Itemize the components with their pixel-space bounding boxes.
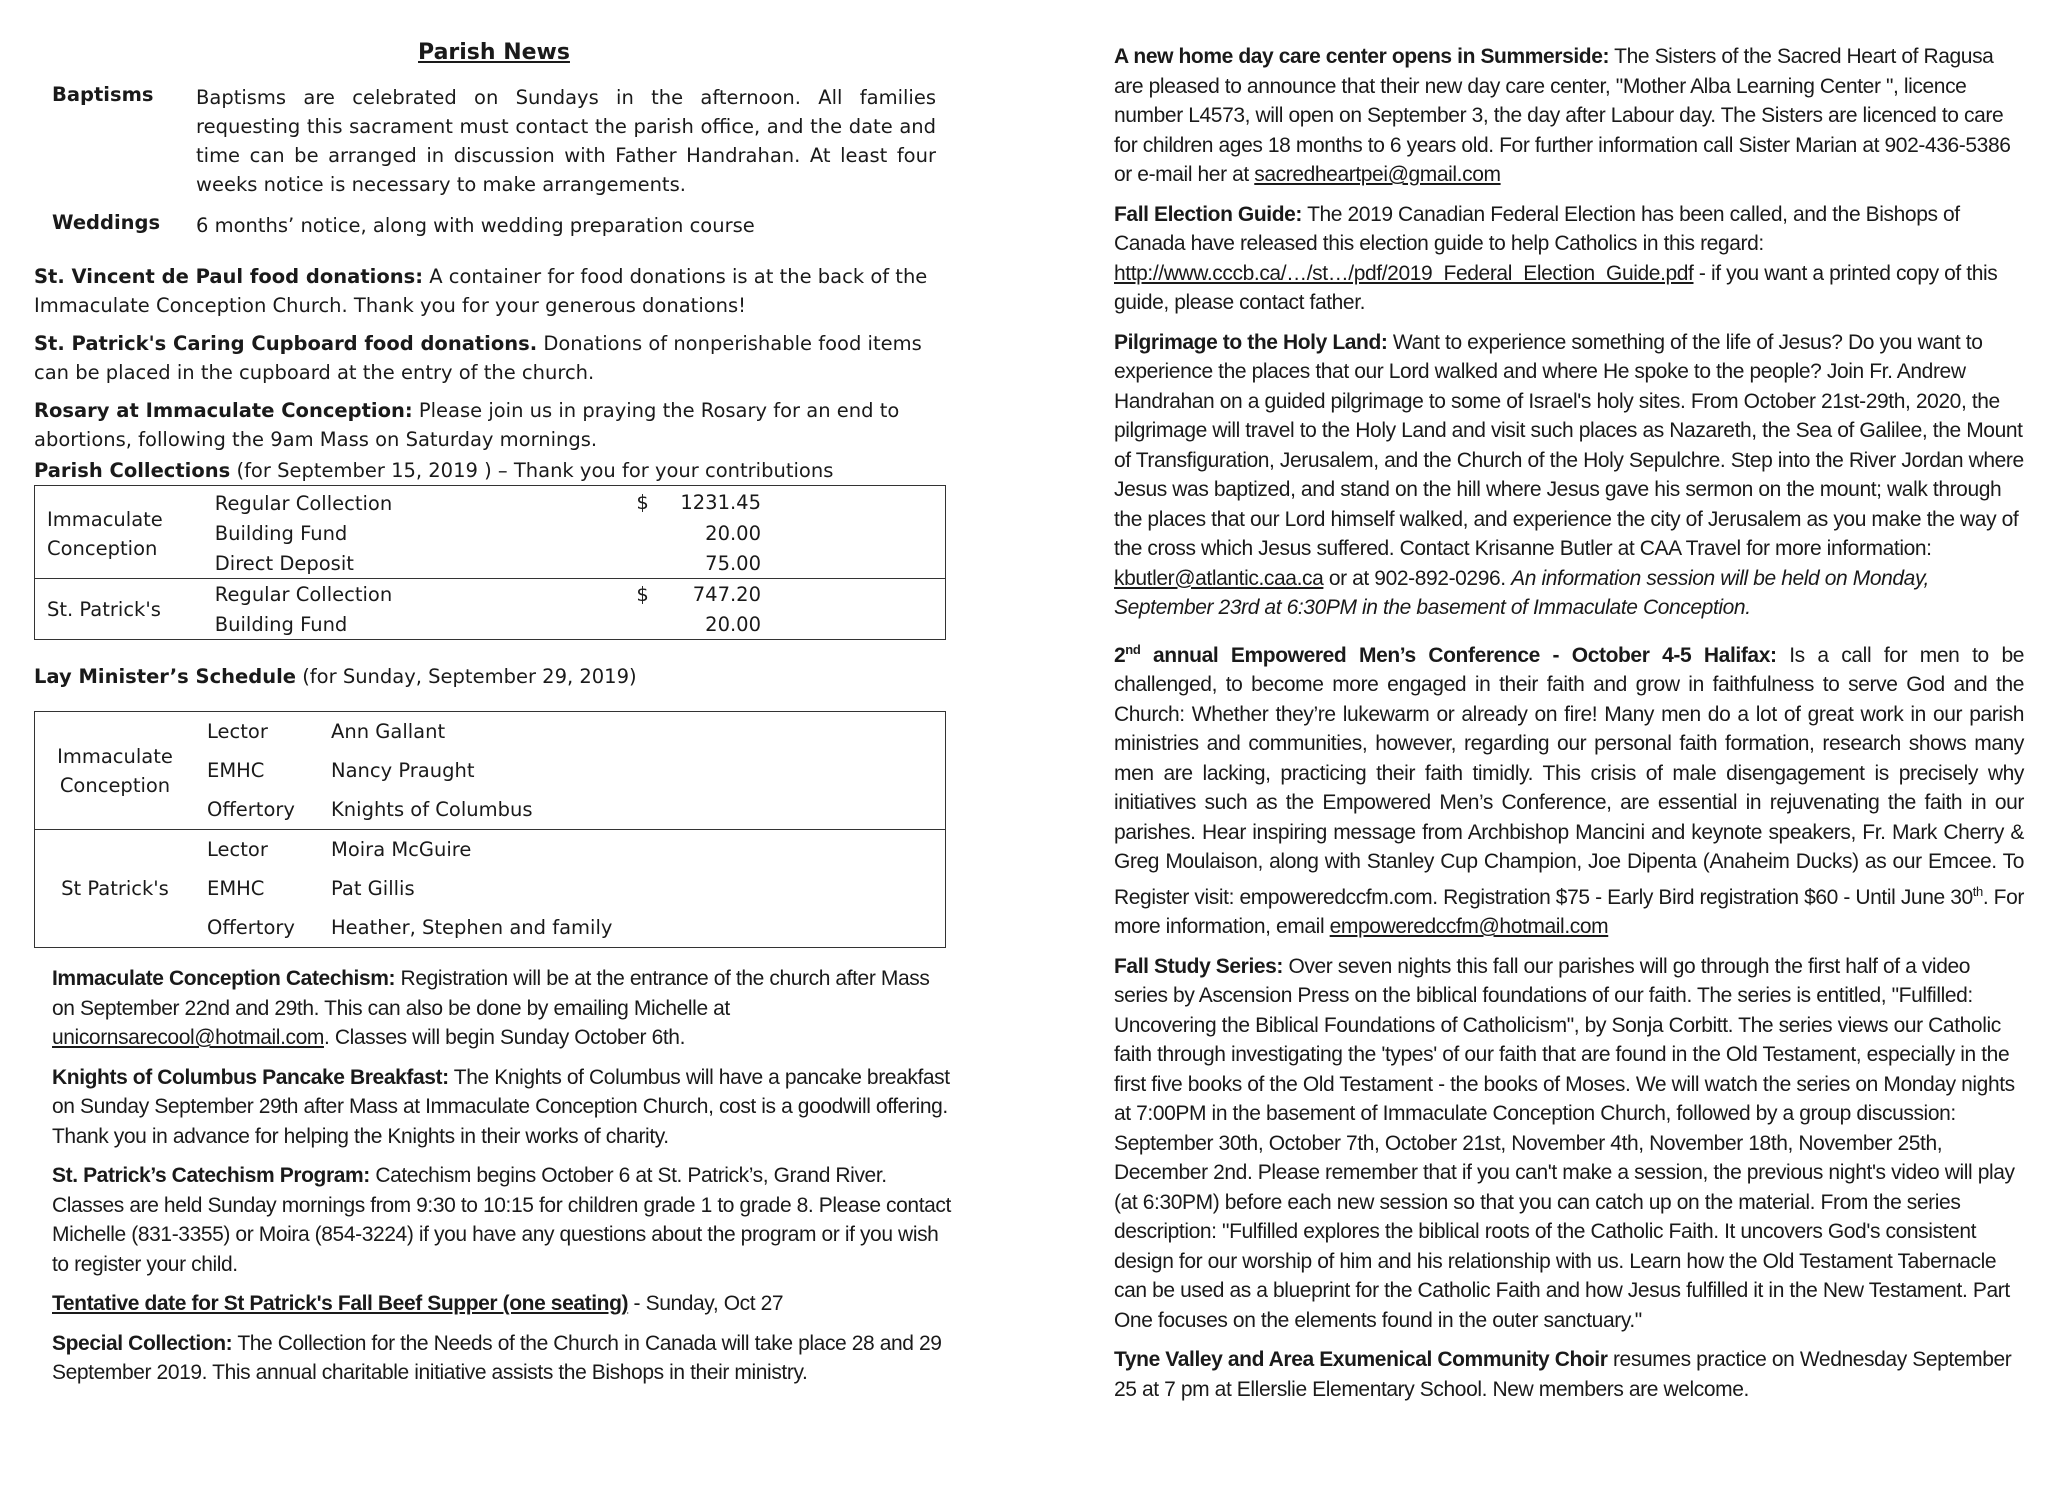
sp-catechism-body: Catechism begins October 6 at St. Patrick’s, Grand River. Classes are held Sunday mornings from 9:30 to 10:15 for children grade 1 to grade 8. Please contact Michelle (831-3355) or Moira (854-3224) if you have any questions about the program or if you wish to register your child. — [52, 1164, 951, 1276]
page-title: Parish News — [418, 40, 570, 65]
collections-item: Regular Collection — [214, 491, 393, 515]
mens-sup: th — [1972, 883, 1983, 899]
ic-catechism-tail: . Classes will begin Sunday October 6th. — [323, 1026, 686, 1049]
ic-catechism — [52, 964, 952, 1053]
mens-tail: . For more information, email — [1114, 885, 2024, 938]
schedule-role: Offertory — [207, 798, 295, 821]
notice-svdp-head: St. Vincent de Paul food donations: — [34, 265, 424, 288]
collections-currency — [624, 518, 668, 548]
collections-parish-ic: Immaculate Conception — [47, 508, 163, 560]
schedule-sub: (for Sunday, September 29, 2019) — [296, 665, 637, 688]
table-row — [35, 830, 946, 870]
election-guide-link[interactable]: http://www.cccb.ca/…/st…/pdf/2019_Federal_Election_Guide.pdf — [1114, 261, 1694, 285]
daycare-notice — [1114, 42, 2024, 190]
collections-amount: 75.00 — [705, 551, 761, 575]
table-row — [35, 486, 946, 519]
pancake-body: The Knights of Columbus will have a pancake breakfast on Sunday September 29th after Mass at Immaculate Conception Church, cost is a goodwill offering. Thank you in advance for helping the Knights in their works of charity. — [52, 1065, 950, 1148]
collections-currency: $ — [624, 579, 668, 610]
schedule-role: Offertory — [207, 916, 295, 939]
collections-item: Regular Collection — [203, 579, 625, 610]
choir-body: resumes practice on Wednesday September 25 at 7 pm at Ellerslie Elementary School. New members are welcome. — [1114, 1348, 2012, 1401]
schedule-name: Nancy Praught — [331, 759, 475, 782]
collections-item: Building Fund — [214, 521, 348, 545]
collections-amount: 20.00 — [705, 521, 761, 545]
baptisms-label: Baptisms — [52, 83, 154, 106]
schedule-name: Heather, Stephen and family — [331, 916, 613, 939]
ic-catechism-body: Registration will be at the entrance of the church after Mass on September 22nd and 29th. This can also be done by emailing Michelle at — [52, 967, 930, 1020]
collections-amount: 747.20 — [668, 579, 945, 610]
schedule-role: Lector — [207, 720, 268, 743]
notice-cupboard-body: Donations of nonperishable food items can be placed in the cupboard at the entry of the church. — [34, 332, 922, 384]
notice-svdp-body: A container for food donations is at the back of the Immaculate Conception Church. Thank you for your generous donations! — [34, 265, 928, 317]
election-tail: - if you want a printed copy of this guide, please contact father. — [1114, 261, 1998, 314]
pancake-breakfast — [52, 1063, 952, 1152]
table-row — [35, 579, 946, 610]
election-head: Fall Election Guide: — [1114, 202, 1303, 226]
schedule-name: Pat Gillis — [331, 877, 415, 900]
special-body: The Collection for the Needs of the Church in Canada will take place 28 and 29 September 2019. This annual charitable initiative assists the Bishops in their ministry. — [52, 1331, 942, 1384]
sp-catechism-head: St. Patrick’s Catechism Program: — [52, 1164, 370, 1187]
special-head: Special Collection: — [52, 1331, 233, 1355]
collections-heading — [34, 456, 954, 485]
notice-cupboard — [34, 329, 954, 387]
notice-rosary-body: Please join us in praying the Rosary for an end to abortions, following the 9am Mass on Saturday mornings. — [34, 399, 900, 451]
schedule-name: Knights of Columbus — [331, 798, 533, 821]
election-guide — [1114, 200, 2024, 318]
choir-head: Tyne Valley and Area Exumenical Community Choir — [1114, 1348, 1608, 1371]
schedule-head: Lay Minister’s Schedule — [34, 665, 296, 688]
special-collection — [52, 1329, 952, 1388]
daycare-head: A new home day care center opens in Summerside: — [1114, 45, 1610, 68]
baptisms-text: Baptisms are celebrated on Sundays in the afternoon. All families requesting this sacrament must contact the parish office, and the date and time can be arranged in discussion with Father Handrahan. At least four weeks notice is necessary to make arrangements. — [196, 86, 936, 196]
supper-body: - Sunday, Oct 27 — [628, 1292, 784, 1315]
ic-catechism-email-link[interactable]: unicornsarecool@hotmail.com — [52, 1026, 324, 1049]
notice-rosary — [34, 396, 954, 454]
pilgrimage-info-session: An information session will be held on Monday, September 23rd at 6:30PM in the basement of Immaculate Conception. — [1114, 566, 1929, 619]
collections-currency — [624, 548, 668, 579]
collections-sub: (for September 15, 2019 ) – Thank you for your contributions — [230, 459, 834, 482]
pilgrimage-notice — [1114, 328, 2024, 623]
schedule-name: Moira McGuire — [319, 830, 946, 870]
collections-parish-sp: St. Patrick's — [35, 579, 203, 640]
collections-currency — [624, 609, 668, 640]
pilgrimage-mid: or at 902-892-0296. — [1323, 566, 1512, 590]
collections-table — [34, 485, 946, 640]
pilgrimage-email-link[interactable]: kbutler@atlantic.caa.ca — [1114, 566, 1324, 590]
ic-catechism-head: Immaculate Conception Catechism: — [52, 967, 396, 990]
mens-conference — [1114, 635, 2024, 942]
sp-catechism — [52, 1161, 952, 1279]
schedule-table — [34, 711, 946, 948]
mens-head-sup: nd — [1125, 641, 1141, 657]
daycare-email-link[interactable]: sacredheartpei@gmail.com — [1254, 163, 1501, 186]
weddings-entry — [52, 211, 954, 240]
collections-item: Building Fund — [214, 612, 348, 636]
fall-study-series — [1114, 952, 2024, 1336]
collections-item: Direct Deposit — [214, 551, 354, 575]
schedule-parish-sp: St Patrick's — [35, 830, 196, 948]
baptisms-entry — [52, 83, 954, 199]
schedule-role: EMHC — [207, 877, 265, 900]
election-body: The 2019 Canadian Federal Election has been called, and the Bishops of Canada have released this election guide to help Catholics in this regard: — [1114, 202, 1960, 255]
schedule-heading — [34, 662, 954, 691]
schedule-parish-ic: Immaculate Conception — [57, 744, 173, 797]
notice-svdp — [34, 262, 954, 320]
collections-currency: $ — [636, 490, 649, 514]
pancake-head: Knights of Columbus Pancake Breakfast: — [52, 1065, 449, 1089]
mens-head: annual Empowered Men’s Conference - October 4-5 Halifax: — [1140, 643, 1777, 667]
beef-supper — [52, 1289, 952, 1319]
collections-head: Parish Collections — [34, 459, 231, 482]
choir-notice — [1114, 1345, 2024, 1404]
table-row — [35, 712, 946, 752]
schedule-name: Ann Gallant — [331, 720, 446, 743]
pilgrimage-head: Pilgrimage to the Holy Land: — [1114, 330, 1388, 354]
mens-head-num: 2 — [1114, 643, 1126, 667]
notice-cupboard-head: St. Patrick's Caring Cupboard food donations. — [34, 332, 538, 355]
study-head: Fall Study Series: — [1114, 954, 1284, 978]
notice-rosary-head: Rosary at Immaculate Conception: — [34, 399, 413, 422]
weddings-text: 6 months’ notice, along with wedding preparation course — [196, 214, 755, 237]
supper-head: Tentative date for St Patrick's Fall Beef Supper (one seating) — [52, 1292, 629, 1315]
mens-body: Is a call for men to be challenged, to become more engaged in their faith and grow in faithfulness to serve God and the Church: Whether they’re lukewarm or already on fire! Many men do a lot of great work in our parish ministries and communities, however, regarding our personal faith formation, research shows many men are lacking, practicing their faith timidly. This crisis of male disengagement is precisely why initiatives such as the Empowered Men’s Conference, are essential in rejuvenating the faith in our parishes. Hear inspiring message from Archbishop Mancini and keynote speakers, Fr. Mark Cherry & Greg Moulaison, along with Stanley Cup Champion, Joe Dipenta (Anaheim Ducks) as our Emcee. To Register visit: empoweredccfm.com. Registration $75 - Early Bird registration $60 - Until June 30 — [1114, 643, 2025, 909]
collections-amount: 1231.45 — [680, 490, 761, 514]
right-column — [1114, 42, 2024, 1404]
left-column — [34, 0, 954, 1388]
mens-email-link[interactable]: empoweredccfm@hotmail.com — [1329, 915, 1609, 938]
daycare-body: The Sisters of the Sacred Heart of Ragusa are pleased to announce that their new day care center, "Mother Alba Learning Center ", licence number L4573, will open on September 3, the day after Labour day. The Sisters are licenced to care for children ages 18 months to 6 years old. For further information call Sister Marian at 902-436-5386 or e-mail her at — [1114, 45, 2011, 186]
weddings-label: Weddings — [52, 211, 161, 234]
schedule-role: EMHC — [207, 759, 265, 782]
study-body: Over seven nights this fall our parishes will go through the first half of a video series by Ascension Press on the biblical foundations of our faith. The series is entitled, "Fulfilled: Uncovering the Biblical Foundations of Catholicism", by Sonja Corbitt. The series views our Catholic faith through investigating the 'types' of our faith that are found in the Old Testament, especially in the first five books of the Old Testament - the books of Moses. We will watch the series on Monday nights at 7:00PM in the basement of Immaculate Conception Church, followed by a group discussion: September 30th, October 7th, October 21st, November 4th, November 18th, November 25th, December 2nd. Please remember that if you can't make a session, the previous night's video will play (at 6:30PM) before each new session so that you can catch up on the material. From the series description: "Fulfilled explores the biblical roots of the Catholic Faith. It uncovers God's consistent design for our worship of him and his relationship with us. Learn how the Old Testament Tabernacle can be used as a blueprint for the Catholic Faith and how Jesus fulfilled it in the New Testament. Part One focuses on the elements found in the outer sanctuary." — [1114, 954, 2015, 1332]
pilgrimage-body: Want to experience something of the life of Jesus? Do you want to experience the places that our Lord walked and where He spoke to the people? Join Fr. Andrew Handrahan on a guided pilgrimage to some of Israel's holy sites. From October 21st-29th, 2020, the pilgrimage will travel to the Holy Land and visit such places as Nazareth, the Sea of Galilee, the Mount of Transfiguration, Jerusalem, and the Church of the Holy Sepulchre. Step into the River Jordan where Jesus was baptized, and stand on the hill where Jesus gave his sermon on the mount; walk through the places that our Lord himself walked, and experience the city of Jerusalem as you make the way of the cross which Jesus suffered. Contact Krisanne Butler at CAA Travel for more information: — [1114, 330, 2024, 560]
collections-amount: 20.00 — [705, 612, 761, 636]
schedule-role: Lector — [195, 830, 319, 870]
